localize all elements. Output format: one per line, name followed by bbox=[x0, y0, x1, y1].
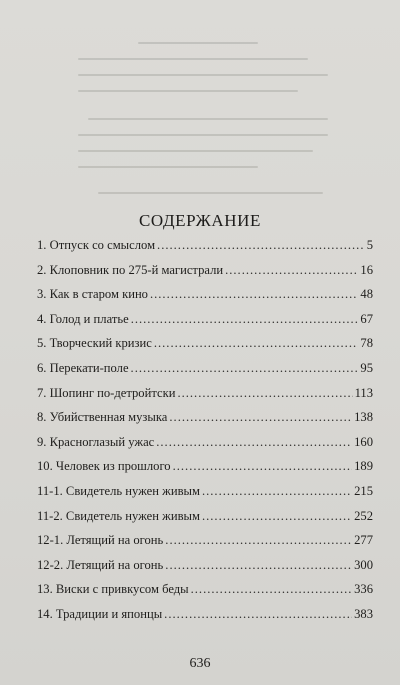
leader-dots bbox=[173, 459, 353, 474]
toc-entry bbox=[37, 410, 373, 435]
toc-entry-title: 12-1. Летящий на огонь bbox=[37, 533, 164, 548]
toc-entry bbox=[37, 386, 373, 411]
toc-entry-title: 10. Человек из прошлого bbox=[37, 459, 171, 474]
leader-dots bbox=[157, 238, 365, 253]
toc-entry-page: 189 bbox=[354, 459, 373, 474]
leader-dots bbox=[165, 533, 352, 548]
leader-dots bbox=[131, 312, 359, 327]
toc-entry-title: 8. Убийственная музыка bbox=[37, 410, 168, 425]
leader-dots bbox=[202, 509, 352, 524]
toc-entry-page: 383 bbox=[354, 606, 373, 621]
toc-entry bbox=[37, 558, 373, 583]
leader-dots bbox=[169, 410, 352, 425]
toc-entry-page: 277 bbox=[354, 533, 373, 548]
toc-entry-page: 5 bbox=[366, 238, 373, 252]
leader-dots bbox=[165, 558, 352, 573]
toc-entry-title: 13. Виски с привкусом беды bbox=[37, 582, 189, 597]
toc-entry-title: 7. Шопинг по-детройтски bbox=[37, 385, 176, 400]
toc-entry bbox=[37, 312, 373, 337]
leader-dots bbox=[150, 287, 358, 302]
toc-entry-title: 9. Красноглазый ужас bbox=[37, 434, 155, 449]
table-of-contents bbox=[37, 238, 373, 632]
toc-entry-title: 1. Отпуск со смыслом bbox=[37, 238, 156, 252]
toc-entry bbox=[37, 361, 373, 386]
toc-entry-title: 3. Как в старом кино bbox=[37, 287, 148, 302]
toc-entry-page: 138 bbox=[354, 410, 373, 425]
toc-entry-title: 4. Голод и платье bbox=[37, 311, 129, 326]
toc-entry-page: 113 bbox=[354, 385, 373, 400]
toc-entry-page: 160 bbox=[354, 434, 373, 449]
toc-entry-page: 16 bbox=[360, 262, 373, 277]
toc-entry-title: 12-2. Летящий на огонь bbox=[37, 557, 164, 572]
toc-entry-page: 78 bbox=[360, 336, 373, 351]
leader-dots bbox=[191, 582, 352, 597]
toc-entry bbox=[37, 435, 373, 460]
toc-entry-page: 215 bbox=[354, 483, 373, 498]
toc-entry-page: 67 bbox=[360, 311, 373, 326]
leader-dots bbox=[164, 607, 352, 622]
toc-entry-page: 336 bbox=[354, 582, 373, 597]
toc-entry bbox=[37, 533, 373, 558]
leader-dots bbox=[202, 484, 352, 499]
toc-entry-page: 300 bbox=[354, 557, 373, 572]
toc-entry bbox=[37, 263, 373, 288]
toc-entry bbox=[37, 459, 373, 484]
toc-entry-page: 252 bbox=[354, 508, 373, 523]
toc-entry bbox=[37, 287, 373, 312]
toc-entry bbox=[37, 582, 373, 607]
toc-title: СОДЕРЖАНИЕ bbox=[138, 211, 262, 230]
leader-dots bbox=[225, 263, 358, 278]
leader-dots bbox=[156, 435, 352, 450]
toc-entry bbox=[37, 509, 373, 534]
leader-dots bbox=[131, 361, 359, 376]
toc-entry-title: 14. Традиции и японцы bbox=[37, 606, 163, 621]
leader-dots bbox=[154, 336, 359, 351]
toc-entry-title: 6. Перекати-поле bbox=[37, 360, 129, 375]
toc-entry-title: 11-1. Свидетель нужен живым bbox=[37, 483, 200, 498]
toc-entry bbox=[37, 484, 373, 509]
toc-entry-page: 48 bbox=[360, 287, 373, 302]
toc-entry bbox=[37, 607, 373, 632]
toc-entry-title: 11-2. Свидетель нужен живым bbox=[37, 508, 200, 523]
leader-dots bbox=[177, 386, 352, 401]
page-number: 636 bbox=[189, 656, 211, 671]
toc-entry-title: 2. Клоповник по 275-й магистрали bbox=[37, 262, 224, 277]
toc-entry-page: 95 bbox=[360, 360, 373, 375]
toc-entry-title: 5. Творческий кризис bbox=[37, 336, 152, 351]
toc-entry bbox=[37, 238, 373, 263]
toc-entry bbox=[37, 336, 373, 361]
